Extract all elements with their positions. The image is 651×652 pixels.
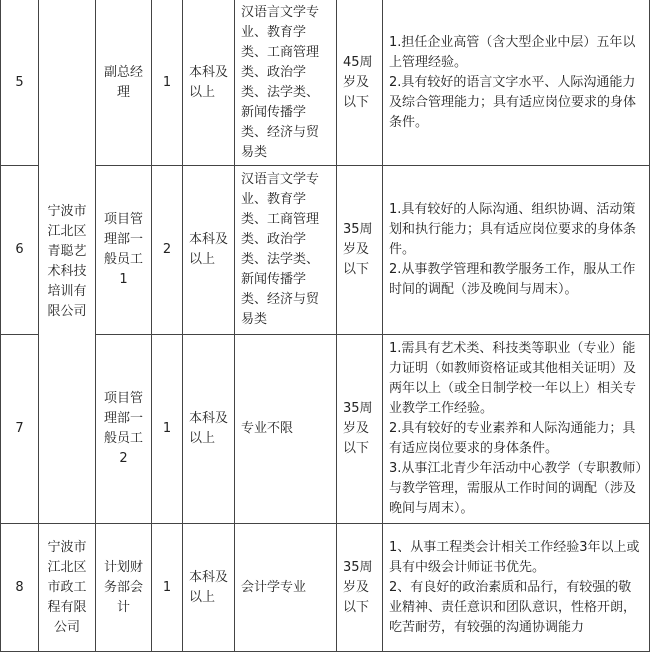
education-requirement: 本科及以上: [183, 166, 235, 335]
table-row: [1, 524, 650, 652]
position-name: 副总经理: [96, 0, 152, 166]
age-requirement: 35周岁及以下: [337, 524, 383, 652]
requirement-item: 1.需具有艺术类、科技类等职业（专业）能力证明（如教师资格证或其他相关证明）及两年以上（或全日制学校一年以上）相关专业教学工作经验。: [389, 341, 637, 416]
row-number: 5: [1, 0, 39, 166]
age-requirement: 35周岁及以下: [337, 335, 383, 524]
major-requirement: 汉语言文学专业、教育学类、工商管理类、政治学类、法学类、新闻传播学类、经济与贸易类: [235, 0, 337, 166]
age-requirement: 45周岁及以下: [337, 0, 383, 166]
requirement-item: 3.从事江北青少年活动中心教学（专职教师）与教学管理，需服从工作时间的调配（涉及晚间与周末）。: [389, 461, 642, 516]
major-requirement: 汉语言文学专业、教育学类、工商管理类、政治学类、法学类、新闻传播学类、经济与贸易类: [235, 166, 337, 335]
requirement-item: 2.具有较好的专业素养和人际沟通能力；具有适应岗位要求的身体条件。: [389, 421, 636, 456]
education-requirement: 本科及以上: [183, 0, 235, 166]
row-number: 7: [1, 335, 39, 524]
company-name: 宁波市江北区青聪艺术科技培训有限公司: [39, 0, 96, 524]
requirement-item: 1、从事工程类会计相关工作经验3年以上或具有中级会计师证书优先。: [389, 539, 640, 575]
requirement-item: 1.具有较好的人际沟通、组织协调、活动策划和执行能力；具有适应岗位要求的身体条件。: [389, 202, 637, 257]
hiring-count: 1: [152, 335, 183, 524]
job-requirements: [383, 524, 650, 652]
company-name: 宁波市江北区市政工程有限公司: [39, 524, 96, 652]
job-requirements: [383, 166, 650, 335]
table-row: [1, 166, 650, 335]
hiring-count: 1: [152, 0, 183, 166]
requirement-item: 2.具有较好的语言文字水平、人际沟通能力及综合管理能力；具有适应岗位要求的身体条件。: [389, 74, 637, 130]
major-requirement: 会计学专业: [235, 524, 337, 652]
table-row: [1, 335, 650, 524]
requirement-item: 2.从事教学管理和教学服务工作，服从工作时间的调配（涉及晚间与周末）。: [389, 262, 636, 297]
job-requirements: [383, 0, 650, 166]
hiring-count: 1: [152, 524, 183, 652]
row-number: 8: [1, 524, 39, 652]
age-requirement: 35周岁及以下: [337, 166, 383, 335]
education-requirement: 本科及以上: [183, 524, 235, 652]
requirement-item: 1.担任企业高管（含大型企业中层）五年以上管理经验。: [389, 34, 636, 70]
position-name: 项目管理部一般员工2: [96, 335, 152, 524]
position-name: 计划财务部会计: [96, 524, 152, 652]
position-name: 项目管理部一般员工1: [96, 166, 152, 335]
hiring-count: 2: [152, 166, 183, 335]
job-requirements: [383, 335, 650, 524]
row-number: 6: [1, 166, 39, 335]
requirement-item: 2、有良好的政治素质和品行，有较强的敬业精神、责任意识和团队意识，性格开朗，吃苦耐劳，有较强的沟通协调能力: [389, 579, 637, 635]
major-requirement: 专业不限: [235, 335, 337, 524]
table-row: [1, 0, 650, 166]
education-requirement: 本科及以上: [183, 335, 235, 524]
